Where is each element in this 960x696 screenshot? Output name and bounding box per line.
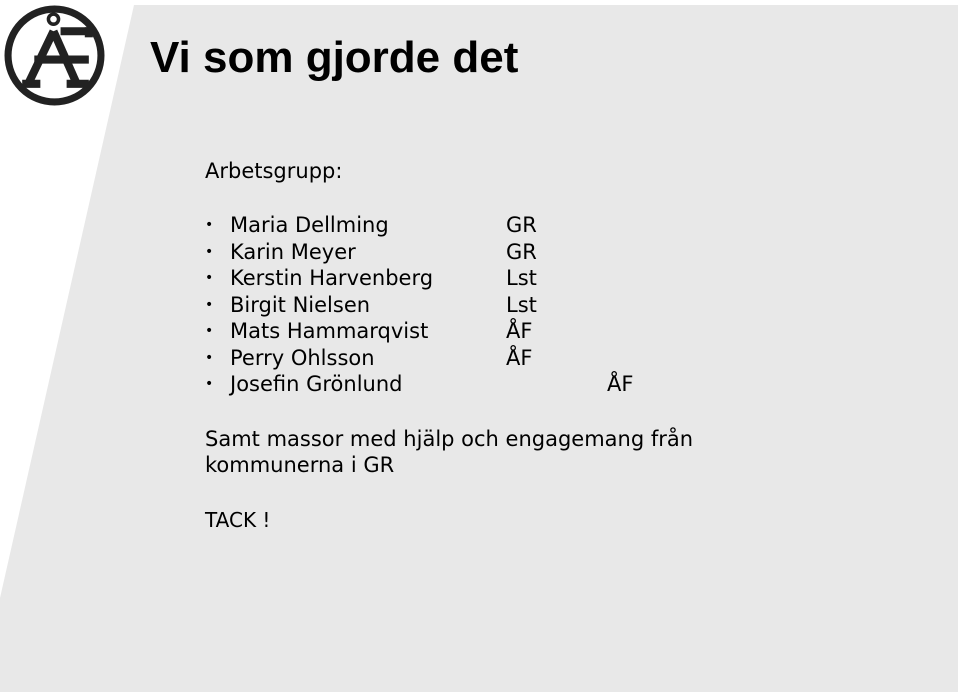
member-name: Josefin Grönlund <box>230 372 403 396</box>
acknowledgement-line-1: Samt massor med hjälp och engagemang från <box>205 427 694 451</box>
acknowledgement-line-2: kommunerna i GR <box>205 453 395 477</box>
member-name: Maria Dellming <box>230 213 389 237</box>
list-item <box>205 318 765 345</box>
member-org: GR <box>506 213 537 237</box>
member-org: GR <box>506 239 537 264</box>
list-item <box>205 292 765 319</box>
list-item <box>205 345 765 372</box>
closing-text: TACK ! <box>205 508 271 532</box>
acknowledgement-text <box>205 426 693 478</box>
bullet-icon: • <box>205 243 214 260</box>
member-org: ÅF <box>506 319 533 343</box>
list-item <box>205 265 765 292</box>
member-org: ÅF <box>607 372 634 396</box>
member-name: Birgit Nielsen <box>230 292 371 317</box>
member-org: ÅF <box>506 345 533 370</box>
member-org: Lst <box>506 292 537 317</box>
list-item <box>205 212 765 239</box>
member-org: Lst <box>506 266 537 290</box>
list-item <box>205 239 765 266</box>
member-name: Perry Ohlsson <box>230 345 375 370</box>
bullet-icon: • <box>205 217 214 233</box>
bullet-icon: • <box>205 296 214 313</box>
af-logo <box>4 5 105 106</box>
page-title: Vi som gjorde det <box>150 33 519 82</box>
bullet-icon: • <box>205 376 214 392</box>
bullet-icon: • <box>205 270 214 286</box>
bullet-icon: • <box>205 323 214 339</box>
member-name: Kerstin Harvenberg <box>230 266 434 290</box>
bullet-icon: • <box>205 349 214 366</box>
work-group-heading: Arbetsgrupp: <box>205 159 343 183</box>
member-name: Karin Meyer <box>230 239 356 264</box>
member-list <box>205 212 765 398</box>
list-item <box>205 371 765 398</box>
member-name: Mats Hammarqvist <box>230 319 429 343</box>
